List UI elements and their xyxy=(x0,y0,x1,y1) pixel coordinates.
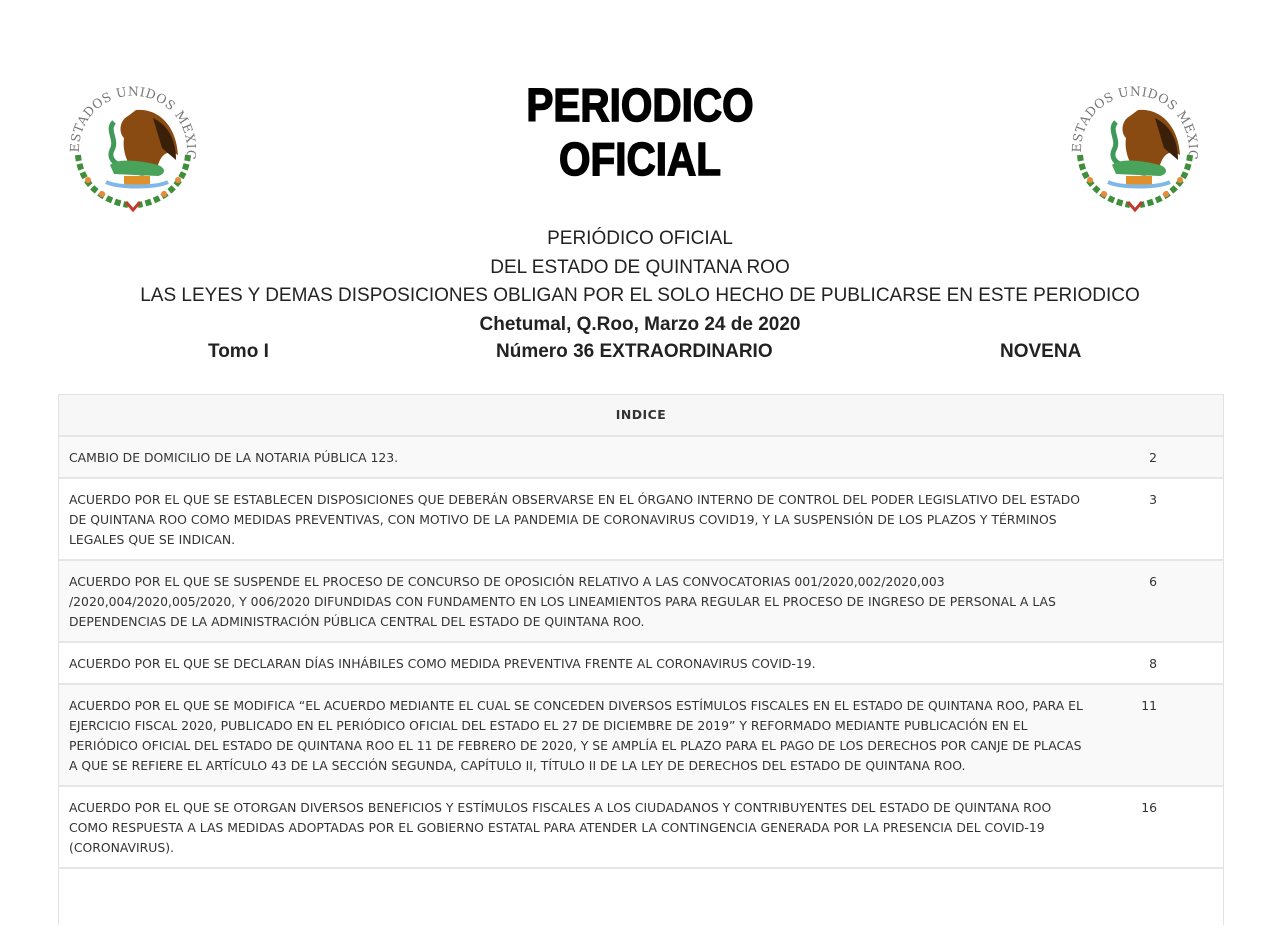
index-row[interactable] xyxy=(59,685,1223,787)
masthead-title xyxy=(0,78,1280,186)
masthead-line-2: OFICIAL xyxy=(559,133,721,185)
svg-text:ESTADOS UNIDOS MEXICANOS: ESTADOS UNIDOS MEXIC xyxy=(1068,83,1202,161)
index-entry-title: ACUERDO POR EL QUE SE OTORGAN DIVERSOS BENEFICIOS Y ESTÍMULOS FISCALES A LOS CIUDADANOS Y CONTRIBUYENTES DEL ESTADO DE QUINTANA ROO COMO RESPUESTA A LAS MEDIDAS ADOPTADAS POR EL GOBIERNO ESTATAL PARA ATENDER LA CONTINGENCIA GENERADA POR LA PRESENCIA DEL COVID-19 (CORONAVIRUS). xyxy=(69,800,1052,855)
index-entry-title: ACUERDO POR EL QUE SE MODIFICA “EL ACUERDO MEDIANTE EL CUAL SE CONCEDEN DIVERSOS ESTÍMULOS FISCALES EN EL ESTADO DE QUINTANA ROO, PARA EL EJERCICIO FISCAL 2020, PUBLICADO EN EL PERIÓDICO OFICIAL DEL ESTADO EL 27 DE DICIEMBRE DE 2019” Y REFORMADO MEDIANTE PUBLICACIÓN EN EL PERIÓDICO OFICIAL DEL ESTADO DE QUINTANA ROO EL 11 DE FEBRERO DE 2020, Y SE AMPLÍA EL PLAZO PARA EL PAGO DE LOS DERECHOS POR CANJE DE PLACAS A QUE SE REFIERE EL ARTÍCULO 43 DE LA SECCIÓN SEGUNDA, CAPÍTULO II, TÍTULO II DE LA LEY DE DERECHOS DEL ESTADO DE QUINTANA ROO. xyxy=(69,698,1083,773)
index-row[interactable] xyxy=(59,643,1223,685)
index-entry-title: ACUERDO POR EL QUE SE ESTABLECEN DISPOSICIONES QUE DEBERÁN OBSERVARSE EN EL ÓRGANO INTERNO DE CONTROL DEL PODER LEGISLATIVO DEL ESTADO DE QUINTANA ROO COMO MEDIDAS PREVENTIVAS, CON MOTIVO DE LA PANDEMIA DE CORONAVIRUS COVID19, Y LA SUSPENSIÓN DE LOS PLAZOS Y TÉRMINOS LEGALES QUE SE INDICAN. xyxy=(69,492,1081,547)
issue-number: Número 36 EXTRAORDINARIO xyxy=(496,341,773,362)
index-title: INDICE xyxy=(59,395,1223,437)
index-entry-page: 3 xyxy=(1149,492,1157,507)
header-line-3: LAS LEYES Y DEMAS DISPOSICIONES OBLIGAN POR EL SOLO HECHO DE PUBLICARSE EN ESTE PERIODICO xyxy=(140,285,1140,306)
index-entry-page: 16 xyxy=(1141,800,1157,815)
masthead-line-1: PERIODICO xyxy=(526,79,754,131)
index-row[interactable] xyxy=(59,787,1223,869)
publication-date: Chetumal, Q.Roo, Marzo 24 de 2020 xyxy=(479,314,801,335)
index-entry-title: CAMBIO DE DOMICILIO DE LA NOTARIA PÚBLICA 123. xyxy=(69,450,399,465)
index-entry-page: 6 xyxy=(1149,574,1157,589)
index-entry-title: ACUERDO POR EL QUE SE SUSPENDE EL PROCESO DE CONCURSO DE OPOSICIÓN RELATIVO A LAS CONVOCATORIAS 001/2020,002/2020,003 /2020,004/2020,005/2020, Y 006/2020 DIFUNDIDAS CON FUNDAMENTO EN LOS LINEAMIENTOS PARA REGULAR EL PROCESO DE INGRESO DE PERSONAL A LAS DEPENDENCIAS DE LA ADMINISTRACIÓN PÚBLICA CENTRAL DEL ESTADO DE QUINTANA ROO. xyxy=(69,574,1056,629)
header-line-1: PERIÓDICO OFICIAL xyxy=(547,228,733,249)
index-entry-title: ACUERDO POR EL QUE SE DECLARAN DÍAS INHÁBILES COMO MEDIDA PREVENTIVA FRENTE AL CORONAVIRUS COVID-19. xyxy=(69,656,816,671)
svg-text:ESTADOS UNIDOS MEXICANOS: ESTADOS UNIDOS MEXIC xyxy=(66,83,200,161)
index-table xyxy=(58,394,1224,925)
index-entry-page: 8 xyxy=(1149,656,1157,671)
header-line-2: DEL ESTADO DE QUINTANA ROO xyxy=(490,257,790,278)
index-row[interactable] xyxy=(59,437,1223,479)
index-row-partial xyxy=(59,869,1223,925)
index-row[interactable] xyxy=(59,561,1223,643)
tomo-label: Tomo I xyxy=(208,341,269,362)
index-entry-page: 11 xyxy=(1141,698,1157,713)
index-entry-page: 2 xyxy=(1149,450,1157,465)
index-row[interactable] xyxy=(59,479,1223,561)
section-label: NOVENA xyxy=(1000,341,1082,362)
